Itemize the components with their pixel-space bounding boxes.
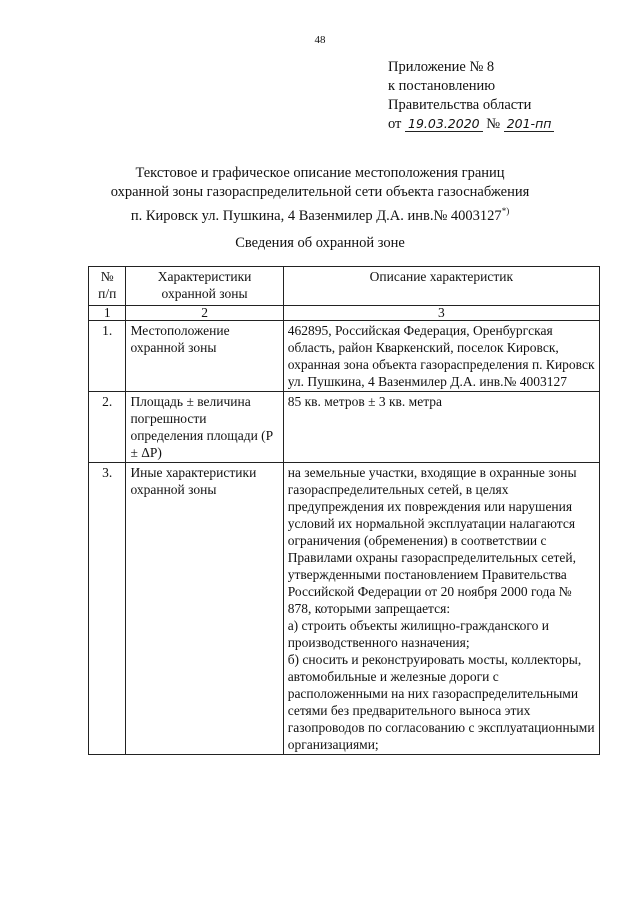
row-description: на земельные участки, входящие в охранные зоны газораспределительных сетей, в целях предупреждения их повреждения или нарушения условий их нормальной эксплуатации налагаются ограничения (обременения) в соответствии с Правилами охраны газораспределительных сетей, утвержденными постановлением Правительства Российской Федерации от 20 ноября 2000 года № 878, которыми запрещается:	[287, 465, 577, 616]
row-characteristic: Площадь ± величина погрешности определения площади (Р ± ΔР)	[126, 392, 283, 463]
header-number	[89, 267, 126, 306]
table-row	[89, 321, 600, 392]
appendix-block	[388, 58, 554, 134]
appendix-line-1: Приложение № 8	[388, 59, 495, 75]
row-description: 462895, Российская Федерация, Оренбургская область, район Кваркенский, поселок Кировск, охранная зона объекта газораспределения п. Кировск ул. Пушкина, 4 Вазенмилер Д.А. инв.№ 4003127	[283, 321, 599, 392]
header-characteristic-text: Характеристики охранной зоны	[157, 269, 252, 301]
table-header-row	[89, 267, 600, 306]
row-number: 3.	[89, 463, 126, 755]
footnote-mark: *)	[501, 206, 510, 216]
handwritten-number: 201-пп	[504, 117, 555, 132]
appendix-date-line	[388, 115, 554, 134]
restriction-item-b: б) сносить и реконструировать мосты, коллекторы, автомобильные и железные дороги с расположенными на них газораспределительными сетями без предварительного выноса этих газопроводов по согласованию с эксплуатационными организациями;	[287, 652, 595, 752]
appendix-line-2: к постановлению	[388, 78, 496, 94]
table-row	[89, 463, 600, 755]
page-number: 48	[314, 34, 326, 46]
row-description: 85 кв. метров ± 3 кв. метра	[283, 392, 599, 463]
handwritten-date: 19.03.2020	[405, 117, 483, 132]
title-line-2: охранной зоны газораспределительной сети объекта газоснабжения	[110, 184, 530, 200]
table-row	[89, 392, 600, 463]
column-number-3: 3	[283, 306, 599, 321]
title-line-3-wrap	[60, 202, 580, 226]
appendix-line-3: Правительства области	[388, 97, 532, 113]
header-description	[283, 267, 599, 306]
row-description-cell	[283, 463, 599, 755]
document-title	[60, 164, 580, 226]
header-characteristic	[126, 267, 283, 306]
column-number-1: 1	[89, 306, 126, 321]
row-characteristic: Иные характеристики охранной зоны	[126, 463, 283, 755]
row-number: 2.	[89, 392, 126, 463]
row-characteristic: Местоположение охранной зоны	[126, 321, 283, 392]
column-number-2: 2	[126, 306, 283, 321]
title-line-1: Текстовое и графическое описание местоположения границ	[135, 165, 505, 181]
column-number-row	[89, 306, 600, 321]
title-line-3: п. Кировск ул. Пушкина, 4 Вазенмилер Д.А. инв.№ 4003127	[130, 207, 502, 224]
row-number: 1.	[89, 321, 126, 392]
restriction-item-a: а) строить объекты жилищно-гражданского и производственного назначения;	[287, 618, 549, 650]
header-description-text: Описание характеристик	[369, 269, 514, 284]
from-prefix: от	[388, 116, 402, 132]
zone-info-table	[88, 266, 600, 755]
header-number-text: № п/п	[98, 269, 117, 301]
section-subtitle: Сведения об охранной зоне	[235, 235, 405, 251]
number-sign: №	[486, 116, 501, 132]
